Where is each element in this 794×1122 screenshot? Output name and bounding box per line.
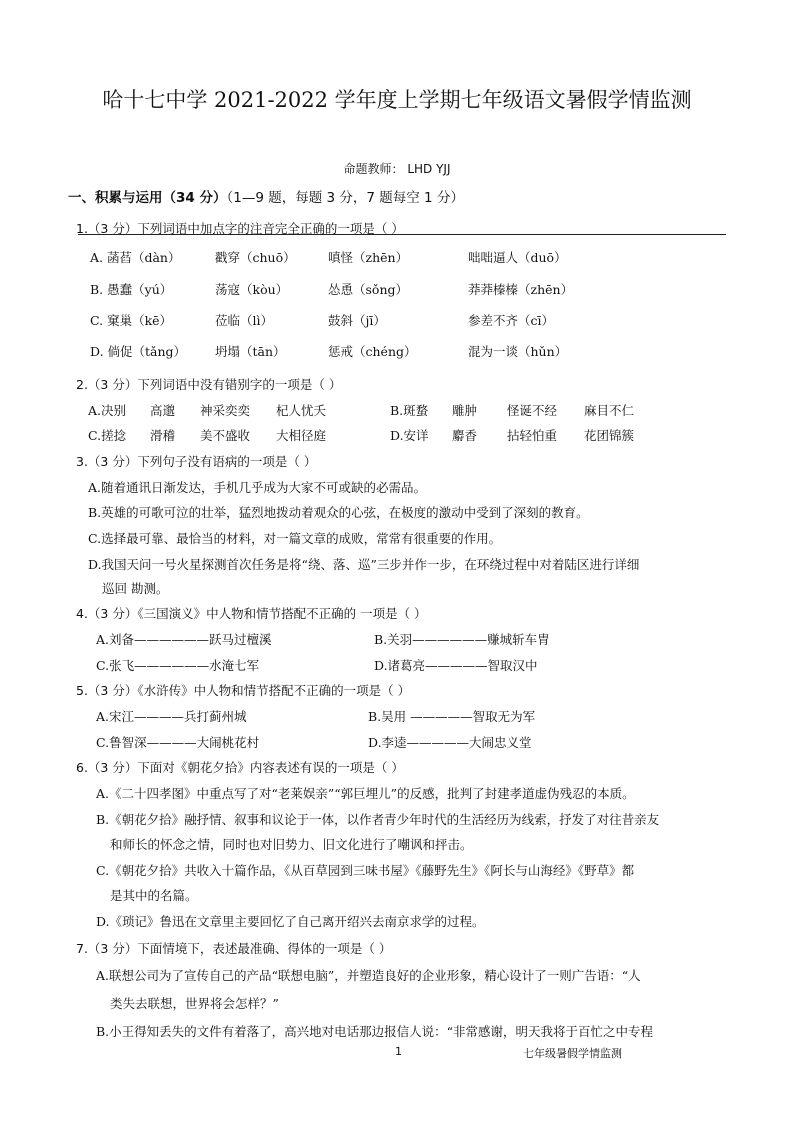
q2-c-2: 滑稽 (150, 428, 176, 443)
q1-c-3: 鼓斜（jī） (328, 313, 386, 328)
question-6-stem: 6.（3 分）下面对《朝花夕拾》内容表述有误的一项是（ ） (76, 760, 404, 775)
page-title: 哈十七中学 2021-2022 学年度上学期七年级语文暑假学情监测 (102, 88, 692, 112)
q1-d-4: 混为一谈（hǔn） (468, 344, 568, 359)
q1-b-2: 荡寇（kòu） (215, 282, 289, 297)
q1-a-3: 嗔怪（zhēn） (328, 250, 409, 265)
q6-option-a: A.《二十四孝图》中重点写了对“老莱娱亲”“郭巨埋儿”的反感，批判了封建孝道虚伪残忍的本质。 (96, 786, 635, 801)
q1-b-3: 怂恿（sǒng） (328, 282, 408, 297)
q6-option-c-cont: 是其中的名篇。 (110, 888, 198, 903)
question-4-stem: 4.（3 分）《三国演义》中人物和情节搭配不正确的 一项是（ ） (76, 606, 427, 621)
q6-option-d: D.《琐记》鲁迅在文章里主要回忆了自己离开绍兴去南京求学的过程。 (96, 914, 485, 929)
question-setter: 命题教师： LHD YJJ (343, 162, 451, 176)
q6-option-c: C.《朝花夕拾》共收入十篇作品，《从百草园到三味书屋》《藤野先生》《阿长与山海经》《野草》都 (96, 863, 635, 878)
q6-option-b: B.《朝花夕拾》融抒情、叙事和议论于一体，以作者青少年时代的生活经历为线索，抒发了对往昔亲友 (96, 812, 660, 827)
q4-option-a: A.刘备——————跃马过檀溪 (96, 632, 272, 647)
q5-option-d: D.李逵—————大闹忠义堂 (368, 735, 532, 750)
question-1-stem: 1.（3 分）下列词语中加点字的注音完全正确的一项是（ ） (76, 221, 404, 236)
q2-c-1: C.搓捻 (88, 428, 127, 443)
q1-d-2: 坍塌（tān） (215, 344, 286, 359)
q6-option-b-cont: 和师长的怀念之情，同时也对旧势力、旧文化进行了嘲讽和抨击。 (110, 837, 473, 852)
q1-a-1: A. 菡萏（dàn） (90, 250, 181, 265)
q3-option-d-cont: 巡回 勘测。 (102, 581, 169, 596)
q1-b-4: 莽莽榛榛（zhēn） (468, 282, 574, 297)
q5-option-b: B.吴用 —————智取无为军 (368, 709, 536, 724)
q3-option-d: D.我国天问一号火星探测首次任务是将“绕、落、巡”三步并作一步，在环绕过程中对着陆区进行详细 (88, 557, 640, 572)
q1-d-1: D. 倘促（tǎng） (90, 344, 187, 359)
q2-b-1: B.斑蝥 (390, 403, 429, 418)
q1-d-3: 惩戒（chéng） (328, 344, 417, 359)
q2-a-4: 杞人忧夭 (276, 403, 327, 418)
question-7-stem: 7.（3 分）下面情境下，表述最准确、得体的一项是（ ） (76, 941, 392, 956)
q7-option-a-cont: 类失去联想，世界将会怎样？” (110, 996, 279, 1011)
q5-option-c: C.鲁智深————大闹桃花村 (96, 735, 260, 750)
q1-b-1: B. 愚蠢（yú） (90, 282, 173, 297)
q3-option-b: B.英雄的可歌可泣的壮举，猛烈地拨动着观众的心弦，在极度的激动中受到了深刻的教育。 (88, 505, 589, 520)
footer-label: 七年级暑假学情监测 (523, 1047, 622, 1060)
section-note: （1—9 题，每题 3 分，7 题每空 1 分） (226, 190, 464, 206)
q4-option-b: B.关羽——————赚城斩车胄 (374, 632, 550, 647)
q4-option-d: D.诸葛亮—————智取汉中 (374, 658, 538, 673)
q1-a-4: 咄咄逼人（duō） (468, 250, 567, 265)
q2-a-2: 高邈 (150, 403, 176, 418)
q7-option-a: A.联想公司为了宣传自己的产品“联想电脑”，并塑造良好的企业形象，精心设计了一则广告语：“人 (96, 968, 641, 983)
q1-a-2: 戳穿（chuō） (215, 250, 296, 265)
q5-option-a: A.宋江————兵打蓟州城 (96, 709, 247, 724)
q2-a-3: 神采奕奕 (200, 403, 251, 418)
q3-option-c: C.选择最可靠、最恰当的材料，对一篇文章的成败，常常有很重要的作用。 (88, 531, 502, 546)
section-heading (68, 186, 464, 206)
q2-d-4: 花团锦簇 (584, 428, 635, 443)
question-3-stem: 3.（3 分）下列句子没有语病的一项是（ ） (76, 454, 317, 469)
q2-b-2: 雕肿 (452, 403, 478, 418)
question-5-stem: 5.（3 分）《水浒传》中人物和情节搭配不正确的一项是（ ） (76, 683, 411, 698)
q7-option-b: B.小王得知丢失的文件有着落了，高兴地对电话那边报信人说：“非常感谢，明天我将于百忙之中专程 (96, 1024, 654, 1039)
q2-c-4: 大相径庭 (276, 428, 327, 443)
page-number: 1 (395, 1045, 402, 1058)
q2-d-3: 拈轻怕重 (507, 428, 558, 443)
q1-c-2: 莅临（lì） (215, 313, 273, 328)
q1-c-4: 参差不齐（cī） (468, 313, 554, 328)
q3-option-a: A.随着通讯日渐发达，手机几乎成为大家不可或缺的必需品。 (88, 480, 427, 495)
q4-option-c: C.张飞——————水淹七军 (96, 658, 260, 673)
q2-b-3: 怪诞不经 (507, 403, 558, 418)
q2-d-1: D.安详 (390, 428, 429, 443)
q2-c-3: 美不盛收 (200, 428, 251, 443)
question-2-stem: 2.（3 分）下列词语中没有错别字的一项是（ ） (76, 377, 342, 392)
q2-a-1: A.决别 (88, 403, 127, 418)
divider (78, 234, 726, 235)
q1-c-1: C. 窠巢（kē） (90, 313, 173, 328)
section-title: 一、积累与运用（34 分） (68, 190, 227, 206)
q2-d-2: 麝香 (452, 428, 478, 443)
q2-b-4: 麻目不仁 (584, 403, 635, 418)
